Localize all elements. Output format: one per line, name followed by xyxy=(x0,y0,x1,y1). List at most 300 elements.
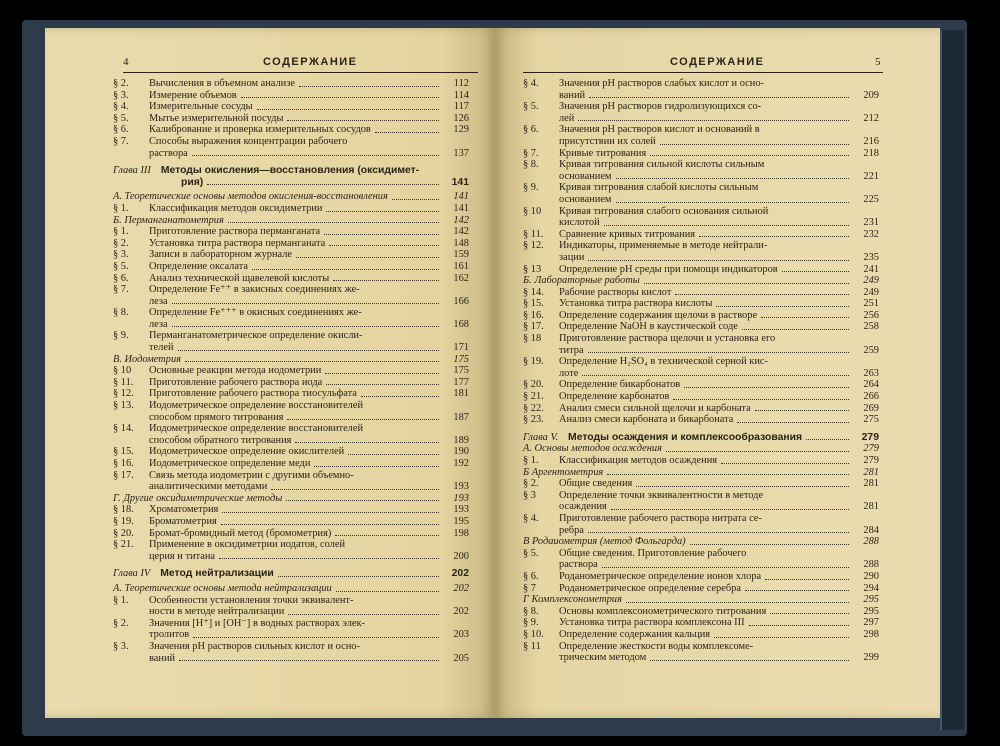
leader-dots xyxy=(604,225,849,226)
page-ref: 266 xyxy=(863,391,879,403)
toc-entry-line xyxy=(113,284,469,296)
leader-dots xyxy=(228,222,439,223)
toc-entry-line xyxy=(113,296,469,308)
page-ref: 232 xyxy=(863,228,879,240)
section-group-line xyxy=(113,215,469,227)
leader-dots xyxy=(765,579,849,580)
table-of-contents xyxy=(113,78,469,664)
section-number: § 7. xyxy=(113,284,129,296)
page-ref: 259 xyxy=(863,344,879,356)
leader-dots xyxy=(172,303,439,304)
entry-title-line: Перманганатометрическое определение окисли- xyxy=(149,330,363,342)
page-ref: 168 xyxy=(453,318,469,330)
section-number: § 2. xyxy=(113,78,129,89)
page-ref: 141 xyxy=(453,191,469,203)
entry-title-line: Определение содержания щелочи в растворе xyxy=(559,309,758,321)
section-group-line xyxy=(113,583,469,595)
leader-dots xyxy=(588,532,849,533)
page-ref: 202 xyxy=(453,582,469,594)
toc-entry-line xyxy=(523,113,879,125)
page-number: 4 xyxy=(123,56,129,68)
section-number: § 9. xyxy=(523,182,539,194)
entry-title-line: Определение оксалата xyxy=(149,260,248,272)
entry-title-line: А. Теоретические основы методов окисления-восстановления xyxy=(113,191,388,203)
toc-entry-line xyxy=(523,455,879,467)
page-ref: 241 xyxy=(863,263,879,275)
section-number: § 7. xyxy=(523,147,539,159)
page-ref: 202 xyxy=(453,606,469,618)
toc-entry-line xyxy=(523,240,879,252)
entry-title-line: Калибрование и проверка измерительных сосудов xyxy=(149,124,371,136)
entry-title-line: Методы окисления—восстановления (оксидимет- xyxy=(160,165,420,177)
section-number: § 17. xyxy=(113,469,134,481)
toc-entry-line xyxy=(523,206,879,218)
page-ref: 190 xyxy=(453,446,469,458)
leader-dots xyxy=(172,326,439,327)
entry-title-line: Приготовление рабочего раствора нитрата се- xyxy=(559,512,762,524)
header-rule xyxy=(523,72,883,73)
page-ref: 225 xyxy=(863,193,879,205)
section-number: § 23. xyxy=(523,414,544,426)
page-ref: 137 xyxy=(453,147,469,159)
page-ref: 112 xyxy=(453,78,469,89)
entry-title-line: основанием xyxy=(559,193,612,205)
entry-title-line: Применение в оксидиметрии иодатов, солей xyxy=(149,539,346,551)
leader-dots xyxy=(714,637,849,638)
leader-dots xyxy=(611,509,849,510)
leader-dots xyxy=(582,375,849,376)
page-ref: 258 xyxy=(863,321,879,333)
leader-dots xyxy=(324,234,439,235)
toc-entry-line xyxy=(523,478,879,490)
entry-title-line: ности в методе нейтрализации xyxy=(149,606,285,618)
entry-title-line: Определение точки эквивалентности в методе xyxy=(559,489,764,501)
section-number: § 13. xyxy=(113,400,134,412)
section-number: § 5. xyxy=(113,112,129,124)
entry-title-line: раствора xyxy=(559,559,598,571)
toc-entry-line xyxy=(523,182,879,194)
page-ref: 126 xyxy=(453,112,469,124)
toc-entry-line xyxy=(523,414,879,426)
leader-dots xyxy=(626,602,849,603)
leader-dots xyxy=(326,211,439,212)
toc-entry-line xyxy=(113,273,469,285)
leader-dots xyxy=(755,410,849,411)
chapter-label: Глава V. xyxy=(523,431,559,443)
page-ref: 148 xyxy=(453,237,469,249)
leader-dots xyxy=(666,451,849,452)
leader-dots xyxy=(650,155,849,156)
leader-dots xyxy=(296,257,439,258)
section-number: § 14. xyxy=(523,286,544,298)
entry-title-line: Анализ технической щавелевой кислоты xyxy=(149,272,330,284)
leader-dots xyxy=(179,660,439,661)
toc-entry-line xyxy=(523,252,879,264)
section-number: § 15. xyxy=(523,298,544,310)
right-page xyxy=(495,28,940,718)
section-number: § 11 xyxy=(523,640,541,652)
page-ref: 159 xyxy=(453,249,469,261)
page-ref: 297 xyxy=(863,617,879,629)
leader-dots xyxy=(375,132,439,133)
page-ref: 298 xyxy=(863,628,879,640)
section-number: § 11. xyxy=(523,228,544,240)
section-number: § 8. xyxy=(113,307,129,319)
page-ref: 193 xyxy=(453,492,469,504)
page-ref: 269 xyxy=(863,402,879,414)
leader-dots xyxy=(333,280,439,281)
page-ref: 294 xyxy=(863,582,879,594)
section-group-line xyxy=(113,354,469,366)
page-ref: 295 xyxy=(863,594,879,606)
section-number: § 17. xyxy=(523,321,544,333)
page-ref: 171 xyxy=(453,342,469,354)
section-number: § 3. xyxy=(113,249,129,261)
page-ref: 141 xyxy=(453,202,469,214)
toc-entry-line xyxy=(523,171,879,183)
leader-dots xyxy=(578,120,849,121)
page-ref: 249 xyxy=(863,275,879,287)
entry-title-line: способом обратного титрования xyxy=(149,434,292,446)
entry-title-line: Определение NaOH в каустической соде xyxy=(559,321,738,333)
leader-dots xyxy=(749,625,849,626)
entry-title-line: Кривая титрования слабого основания сильной xyxy=(559,205,769,217)
leader-dots xyxy=(222,512,439,513)
section-number: § 3 xyxy=(523,489,536,501)
entry-title-line: Анализ смеси карбоната и бикарбоната xyxy=(559,414,734,426)
toc-entry-line xyxy=(113,400,469,412)
leader-dots xyxy=(636,486,849,487)
entry-title-line: А. Основы методов осаждения xyxy=(523,443,662,455)
toc-entry-line xyxy=(113,113,469,125)
entry-title-line: В Родаиометрия (метод Фольгарда) xyxy=(523,536,686,548)
page-ref: 141 xyxy=(451,176,469,188)
toc-entry-line xyxy=(523,78,879,90)
leader-dots xyxy=(271,489,439,490)
page-ref: 251 xyxy=(863,298,879,310)
page-ref: 288 xyxy=(863,536,879,548)
section-number: § 19. xyxy=(113,515,134,527)
header-rule xyxy=(123,72,478,73)
entry-title-line: Б. Лабораторные работы xyxy=(523,275,640,287)
section-number: § 2. xyxy=(523,478,539,490)
entry-title-line: Записи в лабораторном журнале xyxy=(149,249,293,261)
entry-title-line: Хроматометрия xyxy=(149,504,219,516)
page-ref: 117 xyxy=(453,101,469,113)
section-number: § 6. xyxy=(113,124,129,136)
page-ref: 221 xyxy=(863,170,879,182)
entry-title-line: Определение бикарбонатов xyxy=(559,379,681,391)
toc-entry-line xyxy=(113,470,469,482)
toc-entry-line xyxy=(113,528,469,540)
section-number: § 14. xyxy=(113,423,134,435)
leader-dots xyxy=(588,352,849,353)
entry-title-line: осаждения xyxy=(559,501,607,513)
entry-title-line: Иодометрическое определение меди xyxy=(149,458,311,469)
leader-dots xyxy=(690,544,849,545)
section-group-line xyxy=(523,536,879,548)
section-number: § 12. xyxy=(113,388,134,400)
toc-entry-line xyxy=(523,333,879,345)
entry-title-line: Классификация методов оксидиметрии xyxy=(149,202,323,214)
toc-entry-line xyxy=(523,379,879,391)
page-ref: 235 xyxy=(863,251,879,263)
leader-dots xyxy=(257,109,439,110)
entry-title-line: Определение Fe⁺⁺⁺ в окисных соединениях же- xyxy=(149,307,362,319)
entry-title-line: Приготовление рабочего раствора тиосульфата xyxy=(149,388,357,400)
toc-entry-line xyxy=(113,551,469,563)
page-ref: 216 xyxy=(863,135,879,147)
page-ref: 205 xyxy=(453,652,469,664)
leader-dots xyxy=(329,245,439,246)
table-of-contents xyxy=(523,78,879,664)
toc-entry-line xyxy=(523,298,879,310)
section-number: § 16. xyxy=(523,309,544,321)
toc-entry-line xyxy=(113,595,469,607)
toc-entry-line xyxy=(113,618,469,630)
entry-title-line: леза xyxy=(149,318,168,330)
entry-title-line: Определение Fe⁺⁺ в закисных соединениях же- xyxy=(149,284,360,296)
entry-title-line: Мытье измерительной посуды xyxy=(149,112,284,124)
entry-title-line: Сравнение кривых титрования xyxy=(559,228,696,240)
section-number: § 4. xyxy=(523,78,539,89)
leader-dots xyxy=(287,120,439,121)
leader-dots xyxy=(716,306,849,307)
section-number: § 7 xyxy=(523,582,536,594)
toc-entry-line xyxy=(523,490,879,502)
page-ref: 198 xyxy=(453,527,469,539)
section-number: § 5. xyxy=(523,101,539,113)
entry-title-line: Кривые титрования xyxy=(559,147,647,159)
leader-dots xyxy=(326,384,439,385)
toc-entry-line xyxy=(113,377,469,389)
toc-entry-line xyxy=(523,559,879,571)
page-ref: 290 xyxy=(863,570,879,582)
leader-dots xyxy=(673,399,849,400)
page-ref: 195 xyxy=(453,515,469,527)
entry-title-line: Приготовление раствора перманганата xyxy=(149,226,321,238)
book-spine-edge xyxy=(940,30,964,730)
toc-entry-line xyxy=(113,504,469,516)
leader-dots xyxy=(644,283,849,284)
entry-title-line: Кривая титрования сильной кислоты сильным xyxy=(559,159,765,171)
entry-title-line: Значения pH растворов сильных кислот и осно- xyxy=(149,640,360,652)
toc-entry-line xyxy=(523,287,879,299)
toc-entry-line xyxy=(523,629,879,641)
toc-entry-line xyxy=(113,136,469,148)
page-ref: 281 xyxy=(863,501,879,513)
leader-dots xyxy=(392,199,439,200)
section-number: § 4. xyxy=(113,101,129,113)
entry-title-line: Роданометрическое определение ионов хлора xyxy=(559,570,762,582)
page-ref: 284 xyxy=(863,524,879,536)
page-ref: 193 xyxy=(453,481,469,493)
page-ref: 295 xyxy=(863,605,879,617)
toc-entry-line xyxy=(523,217,879,229)
toc-entry-line xyxy=(523,321,879,333)
toc-entry-line xyxy=(523,264,879,276)
section-group-line xyxy=(113,191,469,203)
section-number: § 18. xyxy=(113,504,134,516)
toc-entry-line xyxy=(113,319,469,331)
page-ref: 161 xyxy=(453,260,469,272)
page-ref: 281 xyxy=(863,478,879,490)
entry-title-line: Г. Другие оксидиметрические методы xyxy=(113,492,283,504)
toc-entry-line xyxy=(113,330,469,342)
leader-dots xyxy=(336,591,439,592)
toc-entry-line xyxy=(113,539,469,551)
entry-title-line: Определение H₂SO₄ в технической серной кис- xyxy=(559,356,768,368)
entry-title-line: титра xyxy=(559,344,584,356)
entry-title-line: телей xyxy=(149,342,174,354)
leader-dots xyxy=(295,442,439,443)
entry-title-line: Измерительные сосуды xyxy=(149,101,253,113)
section-number: § 10 xyxy=(523,205,542,217)
leader-dots xyxy=(241,97,439,98)
entry-title-line: церия и титана xyxy=(149,550,216,562)
toc-entry-line xyxy=(113,458,469,470)
leader-dots xyxy=(742,329,849,330)
entry-title-line: Определение жесткости воды комплексоме- xyxy=(559,640,754,652)
page-ref: 142 xyxy=(453,226,469,238)
toc-entry-line xyxy=(113,606,469,618)
entry-title-line: раствора xyxy=(149,147,188,159)
entry-title-line: Способы выражения концентрации рабочего xyxy=(149,135,348,147)
toc-entry-line xyxy=(113,641,469,653)
page-ref: 249 xyxy=(863,286,879,298)
toc-entry-line xyxy=(113,629,469,641)
page-ref: 192 xyxy=(453,458,469,469)
entry-title-line: тролитов xyxy=(149,629,190,641)
toc-entry-line xyxy=(523,310,879,322)
entry-title-line: Связь метода иодометрии с другими объемно- xyxy=(149,469,354,481)
leader-dots xyxy=(192,155,439,156)
toc-entry-line xyxy=(523,583,879,595)
page-ref: 162 xyxy=(453,272,469,284)
entry-title-line: Индикаторы, применяемые в методе нейтрали- xyxy=(559,240,768,252)
leader-dots xyxy=(699,236,849,237)
toc-entry-line xyxy=(523,148,879,160)
toc-entry-line xyxy=(113,516,469,528)
toc-entry-line xyxy=(523,368,879,380)
page-ref: 231 xyxy=(863,217,879,229)
leader-dots xyxy=(806,439,849,440)
entry-title-line: Г Комплексонометрия xyxy=(523,594,622,606)
entry-title-line: В. Иодометрия xyxy=(113,353,181,365)
entry-title-line: Общие сведения. Приготовление рабочего xyxy=(559,547,747,559)
section-number: § 11. xyxy=(113,376,134,388)
entry-title-line: ваний xyxy=(559,89,586,101)
section-number: § 1. xyxy=(523,455,539,466)
entry-title-line: ребра xyxy=(559,524,584,536)
chapter-label: Глава III xyxy=(113,165,151,177)
entry-title-line: Значения [H⁺] и [OH⁻] в водных растворах элек- xyxy=(149,617,365,629)
page-ref: 281 xyxy=(863,466,879,478)
toc-entry-line xyxy=(113,101,469,113)
leader-dots xyxy=(299,86,439,87)
toc-entry-line xyxy=(113,307,469,319)
page-ref: 202 xyxy=(451,568,469,580)
toc-entry-line xyxy=(523,136,879,148)
section-number: § 8. xyxy=(523,159,539,171)
page-ref: 279 xyxy=(861,431,879,443)
toc-entry-line xyxy=(113,238,469,250)
page-ref: 256 xyxy=(863,309,879,321)
toc-entry-line xyxy=(113,124,469,136)
page-header: СОДЕРЖАНИЕ xyxy=(670,56,765,68)
section-number: § 18 xyxy=(523,333,542,345)
toc-entry-line xyxy=(523,641,879,653)
entry-title-line: Б. Перманганатометрия xyxy=(113,214,224,226)
chapter-line xyxy=(523,432,879,444)
entry-title-line: Установка титра раствора кислоты xyxy=(559,298,713,310)
toc-entry-line xyxy=(523,617,879,629)
entry-title-line: присутствии их солей xyxy=(559,135,656,147)
leader-dots xyxy=(314,466,439,467)
page-ref: 129 xyxy=(453,124,469,136)
section-group-line xyxy=(523,594,879,606)
leader-dots xyxy=(286,500,439,501)
section-number: § 2. xyxy=(113,617,129,629)
entry-title-line: Броматометрия xyxy=(149,515,217,527)
page-ref: 203 xyxy=(453,629,469,641)
section-number: § 4. xyxy=(523,512,539,524)
page-ref: 218 xyxy=(863,147,879,159)
leader-dots xyxy=(650,660,849,661)
page-ref: 142 xyxy=(453,214,469,226)
toc-entry-line xyxy=(523,403,879,415)
page-number: 5 xyxy=(875,56,881,68)
entry-title-line: Приготовление раствора щелочи и установка его xyxy=(559,333,776,345)
chapter-label: Глава IV xyxy=(113,568,151,580)
entry-title-line: лей xyxy=(559,112,575,124)
page-ref: 275 xyxy=(863,414,879,426)
section-number: § 20. xyxy=(523,379,544,391)
section-group-line xyxy=(113,493,469,505)
section-number: § 9. xyxy=(113,330,129,342)
entry-title-line: Основные реакции метода иодометрии xyxy=(149,365,322,377)
toc-entry-line xyxy=(523,513,879,525)
section-number: § 1. xyxy=(113,202,129,214)
chapter-line xyxy=(113,568,469,580)
toc-entry-line xyxy=(523,159,879,171)
entry-title-line: зации xyxy=(559,251,585,263)
section-number: § 21. xyxy=(523,391,544,403)
leader-dots xyxy=(607,474,849,475)
section-number: § 19. xyxy=(523,356,544,368)
page-ref: 193 xyxy=(453,504,469,516)
toc-entry-line xyxy=(523,345,879,357)
entry-title-line: леза xyxy=(149,295,168,307)
entry-title-line: Бромат-бромидный метод (бромометрия) xyxy=(149,527,332,539)
leader-dots xyxy=(193,637,439,638)
entry-title-line: Анализ смеси сильной щелочи и карбоната xyxy=(559,402,751,414)
entry-title-line: лоте xyxy=(559,367,579,379)
section-number: § 6. xyxy=(113,272,129,284)
toc-entry-line xyxy=(113,78,469,90)
entry-title-line: основанием xyxy=(559,170,612,182)
entry-title-line: Иодометрическое определение восстановителей xyxy=(149,423,364,435)
toc-entry-line xyxy=(523,548,879,560)
section-number: § 5. xyxy=(523,547,539,559)
section-number: § 9. xyxy=(523,617,539,629)
leader-dots xyxy=(288,614,439,615)
toc-entry-line xyxy=(523,391,879,403)
entry-title-line: Кривая титрования слабой кислоты сильным xyxy=(559,182,759,194)
leader-dots xyxy=(684,387,849,388)
toc-entry-line xyxy=(113,481,469,493)
entry-title-line: Измерение объемов xyxy=(149,89,237,101)
